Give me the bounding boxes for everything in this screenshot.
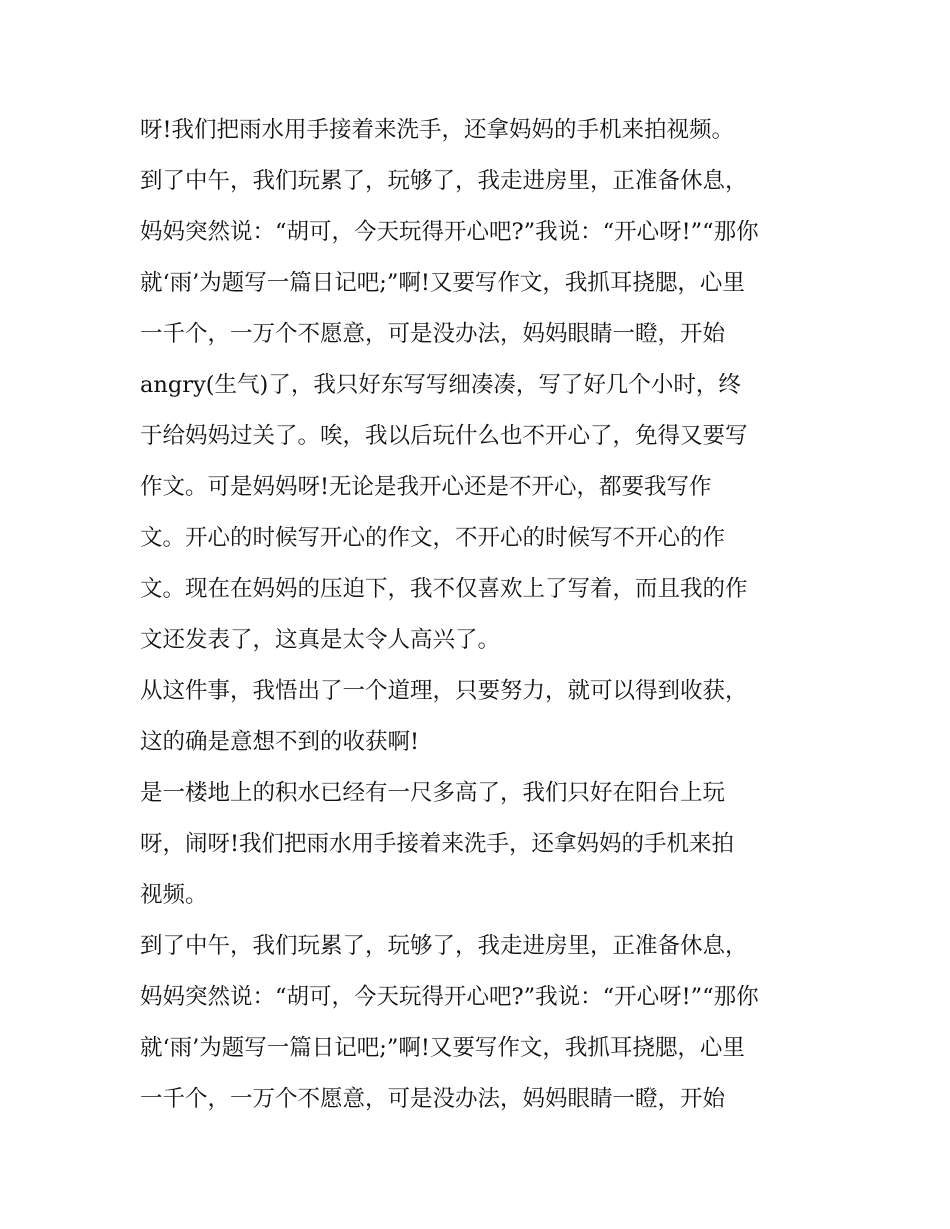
text-line: 于给妈妈过关了。唉，我以后玩什么也不开心了，免得又要写 xyxy=(140,423,748,449)
text-line: 就‘雨’为题写一篇日记吧;”啊!又要写作文，我抓耳挠腮，心里 xyxy=(140,270,745,296)
text-line: 呀，闹呀!我们把雨水用手接着来洗手，还拿妈妈的手机来拍 xyxy=(140,831,735,857)
text-line: 一千个，一万个不愿意，可是没办法，妈妈眼睛一瞪，开始 xyxy=(140,321,726,347)
text-line: 视频。 xyxy=(140,882,208,908)
text-line: 到了中午，我们玩累了，玩够了，我走进房里，正准备休息， xyxy=(140,168,748,194)
text-line: 妈妈突然说：“胡可，今天玩得开心吧?”我说：“开心呀!”“那你 xyxy=(140,984,759,1010)
text-line: 到了中午，我们玩累了，玩够了，我走进房里，正准备休息， xyxy=(140,933,748,959)
text-line: 从这件事，我悟出了一个道理，只要努力，就可以得到收获， xyxy=(140,678,748,704)
text-line: 是一楼地上的积水已经有一尺多高了，我们只好在阳台上玩 xyxy=(140,780,726,806)
text-line: 就‘雨’为题写一篇日记吧;”啊!又要写作文，我抓耳挠腮，心里 xyxy=(140,1035,745,1061)
text-line: 作文。可是妈妈呀!无论是我开心还是不开心，都要我写作 xyxy=(140,474,712,500)
text-line: angry(生气)了，我只好东写写细凑凑，写了好几个小时，终 xyxy=(140,372,741,398)
text-line: 文还发表了，这真是太令人高兴了。 xyxy=(140,627,501,653)
text-line: 一千个，一万个不愿意，可是没办法，妈妈眼睛一瞪，开始 xyxy=(140,1086,726,1112)
text-line: 文。现在在妈妈的压迫下，我不仅喜欢上了写着，而且我的作 xyxy=(140,576,748,602)
text-line: 妈妈突然说：“胡可，今天玩得开心吧?”我说：“开心呀!”“那你 xyxy=(140,219,759,245)
essay-text xyxy=(140,105,820,1125)
text-line: 这的确是意想不到的收获啊! xyxy=(140,729,420,755)
text-line: 文。开心的时候写开心的作文，不开心的时候写不开心的作 xyxy=(140,525,726,551)
text-line: 呀!我们把雨水用手接着来洗手，还拿妈妈的手机来拍视频。 xyxy=(140,117,735,143)
